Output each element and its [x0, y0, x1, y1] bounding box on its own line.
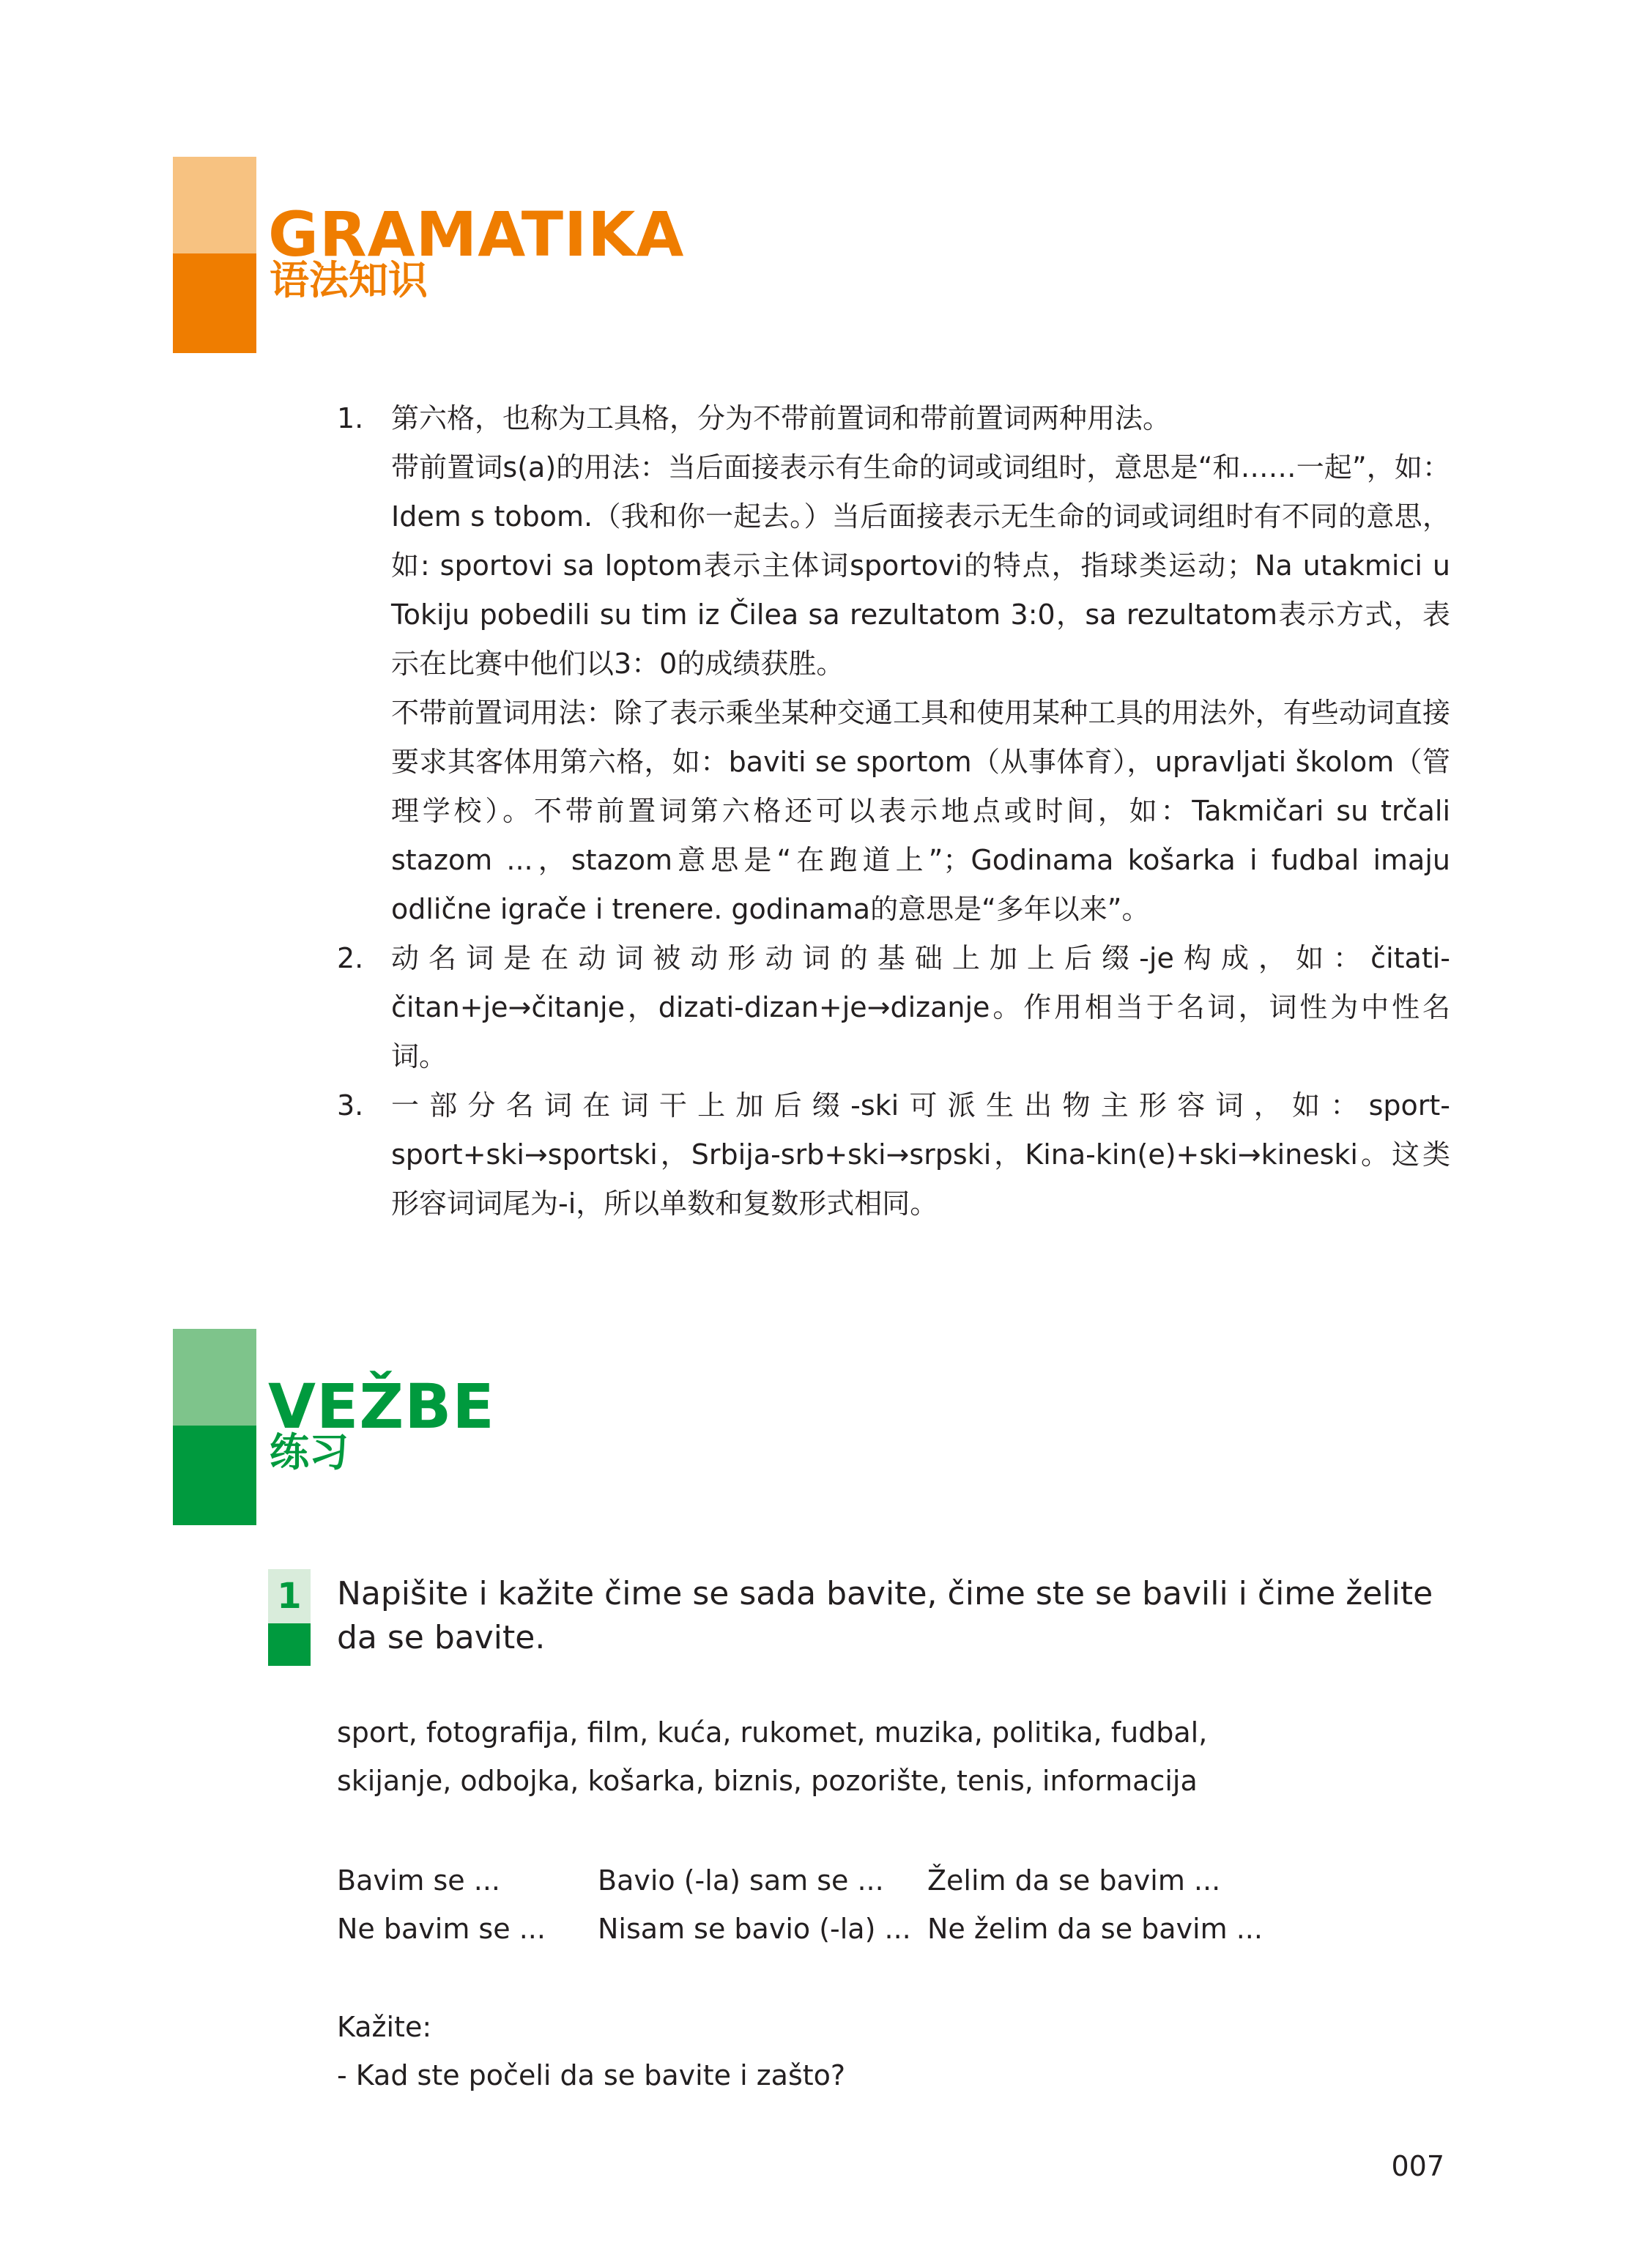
item-number: 2. [337, 942, 364, 974]
phrase-table [337, 1856, 1263, 1953]
phrase-row [337, 1856, 1263, 1905]
vezbe-header [173, 1329, 759, 1527]
badge-bar [268, 1623, 311, 1666]
grammar-paragraph: 不带前置词用法：除了表示乘坐某种交通工具和使用某种工具的用法外，有些动词直接要求其客体用第六格，如：baviti se sportom（从事体育），upravljati školom（管理学校）。不带前置词第六格还可以表示地点或时间，如：Takmičari su trčali stazom ...，stazom意思是“在跑道上”；Godinama košarka i fudbal imaju odlične igrače i trenere. godinama的意思是“多年以来”。 [391, 697, 1450, 925]
section-title: VEŽBE [268, 1371, 495, 1442]
vocabulary-line: sport, fotografija, film, kuća, rukomet, muzika, politika, fudbal, [337, 1716, 1208, 1749]
kazite-question: - Kad ste počeli da se bavite i zašto? [337, 2059, 846, 2091]
header-bar-dark [173, 253, 256, 353]
grammar-paragraph: 第六格，也称为工具格，分为不带前置词和带前置词两种用法。 [391, 402, 1171, 434]
phrase-cell: Ne bavim se ... [337, 1913, 546, 1945]
item-number: 1. [337, 402, 364, 434]
phrase-cell: Želim da se bavim ... [927, 1864, 1221, 1897]
grammar-item [337, 394, 1450, 934]
phrase-cell: Ne želim da se bavim ... [927, 1913, 1263, 1945]
page-number: 007 [1391, 2150, 1444, 2182]
phrase-row [337, 1905, 1263, 1953]
gramatika-header [173, 157, 759, 355]
grammar-paragraph: 动名词是在动词被动形动词的基础上加上后缀-je构成，如：čitati-čitan+je→čitanje，dizati-dizan+je→dizanje。作用相当于名词，词性为中性名词。 [391, 942, 1450, 1072]
grammar-item [337, 1081, 1450, 1228]
item-number: 3. [337, 1089, 364, 1122]
exercise-number: 1 [268, 1569, 311, 1623]
grammar-paragraph: 带前置词s(a)的用法：当后面接表示有生命的词或词组时，意思是“和……一起”，如：Idem s tobom.（我和你一起去。）当后面接表示无生命的词或词组时有不同的意思，如: sportovi sa loptom表示主体词sportovi的特点，指球类运动；Na utakmici u Tokiju pobedili su tim iz Čilea sa rezultatom 3:0，sa rezultatom表示方式，表示在比赛中他们以3：0的成绩获胜。 [391, 451, 1450, 680]
phrase-cell: Nisam se bavio (-la) ... [598, 1913, 911, 1945]
vocabulary-list [337, 1708, 1207, 1805]
kazite-prompt [337, 2003, 845, 2100]
section-subtitle: 语法知识 [270, 257, 428, 303]
header-bar-dark [173, 1426, 256, 1525]
exercise-question: Napišite i kažite čime se sada bavite, čime ste se bavili i čime želite da se bavite. [337, 1575, 1433, 1656]
header-bar-light [173, 157, 256, 253]
grammar-item [337, 934, 1450, 1081]
grammar-list [337, 394, 1450, 1228]
phrase-cell: Bavim se ... [337, 1864, 500, 1897]
header-bar-light [173, 1329, 256, 1426]
phrase-cell: Bavio (-la) sam se ... [598, 1864, 884, 1897]
exercise-number-badge [268, 1569, 311, 1666]
grammar-paragraph: 一部分名词在词干上加后缀-ski可派生出物主形容词，如：sport-sport+ski→sportski，Srbija-srb+ski→srpski，Kina-kin(e)+ski→kineski。这类形容词词尾为-i，所以单数和复数形式相同。 [391, 1089, 1450, 1220]
section-title: GRAMATIKA [268, 199, 685, 270]
kazite-label: Kažite: [337, 2011, 432, 2043]
section-subtitle: 练习 [270, 1429, 349, 1475]
vocabulary-line: skijanje, odbojka, košarka, biznis, pozorište, tenis, informacija [337, 1765, 1198, 1797]
